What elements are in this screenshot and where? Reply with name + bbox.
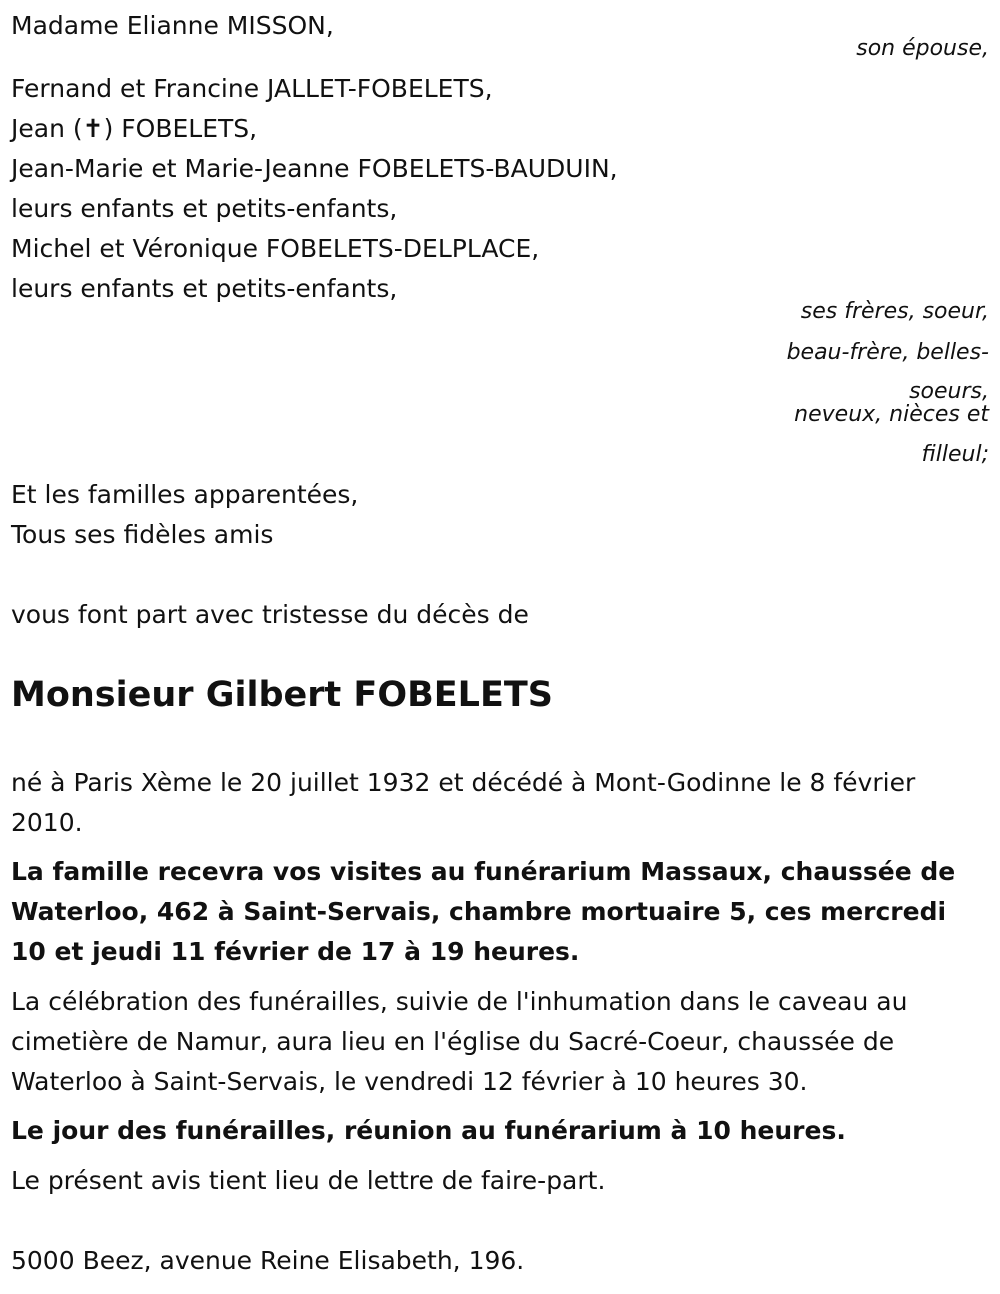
relation-line: ses frères, soeur, — [800, 299, 989, 324]
relation-line: beau-frère, belles- — [786, 340, 989, 365]
family-line: Fernand et Francine JALLET-FOBELETS, — [11, 74, 493, 103]
meeting-text: Le jour des funérailles, réunion au funérarium à 10 heures. — [11, 1116, 846, 1145]
others-line: Et les familles apparentées, — [11, 480, 359, 509]
notice-text: Le présent avis tient lieu de lettre de faire-part. — [11, 1166, 606, 1195]
spouse-name: Madame Elianne MISSON, — [11, 11, 334, 40]
relation-line: soeurs, — [909, 379, 989, 404]
relation-line: filleul; — [921, 442, 989, 467]
family-line: leurs enfants et petits-enfants, — [11, 274, 398, 303]
others-line: Tous ses fidèles amis — [11, 520, 274, 549]
visits-text: La famille recevra vos visites au funérarium Massaux, chaussée de Waterloo, 462 à Saint-Servais, chambre mortuaire 5, ces mercredi 10 et jeudi 11 février de 17 à 19 heures. — [11, 857, 956, 966]
address-text: 5000 Beez, avenue Reine Elisabeth, 196. — [11, 1246, 525, 1275]
spouse-relation: son épouse, — [856, 36, 989, 61]
family-line: Michel et Véronique FOBELETS-DELPLACE, — [11, 234, 540, 263]
family-line: Jean (✝) FOBELETS, — [11, 114, 258, 143]
announcement-text: vous font part avec tristesse du décès de — [11, 600, 529, 629]
family-line: leurs enfants et petits-enfants, — [11, 194, 398, 223]
relation-line: neveux, nièces et — [794, 402, 989, 427]
family-line: Jean-Marie et Marie-Jeanne FOBELETS-BAUDUIN, — [11, 154, 618, 183]
deceased-name: Monsieur Gilbert FOBELETS — [11, 675, 553, 715]
ceremony-text: La célébration des funérailles, suivie de l'inhumation dans le caveau au cimetière de Namur, aura lieu en l'église du Sacré-Coeur, chaussée de Waterloo à Saint-Servais, le vendredi 12 février à 10 heures 30. — [11, 987, 908, 1096]
birth-death-text: né à Paris Xème le 20 juillet 1932 et décédé à Mont-Godinne le 8 février 2010. — [11, 768, 916, 837]
